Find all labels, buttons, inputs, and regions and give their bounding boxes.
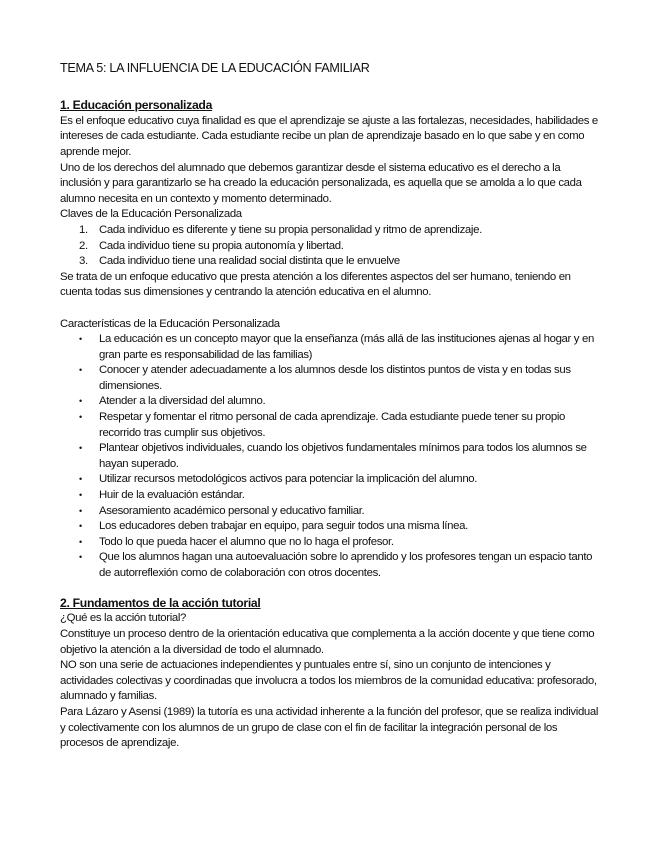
caracteristicas-item [60,504,600,520]
caracteristicas-item-text: Huir de la evaluación estándar. [99,489,245,502]
section1-paragraph-3: Se trata de un enfoque educativo que presta atención a los diferentes aspectos del ser humano, teniendo en cuenta todas sus dimensiones y centrando la atención educativa en el alumno. [60,270,571,299]
document-page [60,60,600,752]
caracteristicas-item [60,363,600,394]
spacer [60,301,600,317]
bullet-icon: • [79,412,82,423]
caracteristicas-item [60,394,600,410]
claves-item [60,223,600,239]
section2-paragraph-1: Constituye un proceso dentro de la orientación educativa que complementa a la acción docente y que tiene como objetivo la atención a la diversidad de todo el alumnado. [60,628,595,656]
caracteristicas-item [60,410,600,441]
caracteristicas-item-text: Todo lo que pueda hacer el alumno que no lo haga el profesor. [99,535,394,548]
bullet-icon: • [79,365,82,376]
caracteristicas-item [60,332,600,363]
bullet-icon: • [79,521,82,532]
claves-list [60,223,600,270]
caracteristicas-item-text: Atender a la diversidad del alumno. [99,395,266,408]
claves-item-number: 3. [79,255,88,268]
document-title: TEMA 5: LA INFLUENCIA DE LA EDUCACIÓN FAMILIAR [60,61,370,75]
spacer [60,582,600,596]
section1-paragraph-2: Uno de los derechos del alumnado que debemos garantizar desde el sistema educativo es el derecho a la inclusión y para garantizarlo se ha creado la educación personalizada, es aquella que se amolda a lo que cada alumno necesita en un contexto y momento determinado. [60,161,582,205]
bullet-icon: • [79,536,82,547]
caracteristicas-item-text: Respetar y fomentar el ritmo personal de cada aprendizaje. Cada estudiante puede tener su propio recorrido tras cumplir sus objetivos. [99,411,565,439]
claves-item-text: Cada individuo tiene una realidad social distinta que le envuelve [99,255,400,268]
bullet-icon: • [79,443,82,454]
bullet-icon: • [79,490,82,501]
section1-paragraph-1: Es el enfoque educativo cuya finalidad es que el aprendizaje se ajuste a las fortalezas, necesidades, habilidades e intereses de cada estudiante. Cada estudiante recibe un plan de aprendizaje basado en lo que sabe y en como aprende mejor. [60,114,598,158]
section2-question: ¿Qué es la acción tutorial? [60,612,187,625]
bullet-icon: • [79,505,82,516]
caracteristicas-list [60,332,600,582]
caracteristicas-item [60,519,600,535]
section2-paragraph-3: Para Lázaro y Asensi (1989) la tutoría es una actividad inherente a la función del profesor, que se realiza individual y colectivamente con los alumnos de un grupo de clase con el fin de facilitar la integración personal de los procesos de aprendizaje. [60,705,599,750]
claves-item-text: Cada individuo es diferente y tiene su propia personalidad y ritmo de aprendizaje. [99,223,482,236]
caracteristicas-item [60,441,600,472]
caracteristicas-item-text: Plantear objetivos individuales, cuando los objetivos fundamentales mínimos para todos los alumnos se hayan superado. [99,442,587,470]
caracteristicas-item [60,472,600,488]
section2-paragraph-2: NO son una serie de actuaciones independientes y puntuales entre sí, sino un conjunto de intenciones y actividades colectivas y coordinadas que involucra a todos los miembros de la comunidad educativa: profesorado, alumnado y familias. [60,659,597,703]
caracteristicas-item-text: Los educadores deben trabajar en equipo, para seguir todos una misma línea. [99,520,468,533]
bullet-icon: • [79,552,82,563]
caracteristicas-item-text: Asesoramiento académico personal y educativo familiar. [99,504,365,517]
caracteristicas-item [60,535,600,551]
claves-item-text: Cada individuo tiene su propia autonomía y libertad. [99,239,344,252]
caracteristicas-item-text: Conocer y atender adecuadamente a los alumnos desde los distintos puntos de vista y en todas sus dimensiones. [99,364,571,392]
caracteristicas-item-text: Que los alumnos hagan una autoevaluación sobre lo aprendido y los profesores tengan un espacio tanto de autorreflexión como de colaboración con otros docentes. [99,551,593,580]
claves-label: Claves de la Educación Personalizada [60,208,242,221]
bullet-icon: • [79,396,82,407]
section1-heading: 1. Educación personalizada [60,98,213,112]
claves-item-number: 1. [79,223,88,236]
caracteristicas-item [60,488,600,504]
claves-item [60,239,600,255]
bullet-icon: • [79,474,82,485]
claves-item-number: 2. [79,239,88,252]
caracteristicas-item-text: La educación es un concepto mayor que la enseñanza (más allá de las instituciones ajenas al hogar y en gran parte es responsabilidad de las familias) [99,333,594,361]
section2-heading: 2. Fundamentos de la acción tutorial [60,595,261,610]
bullet-icon: • [79,334,82,345]
caracteristicas-label: Características de la Educación Personalizada [60,317,280,330]
claves-item [60,254,600,270]
caracteristicas-item-text: Utilizar recursos metodológicos activos para potenciar la implicación del alumno. [99,473,478,486]
caracteristicas-item [60,550,600,581]
